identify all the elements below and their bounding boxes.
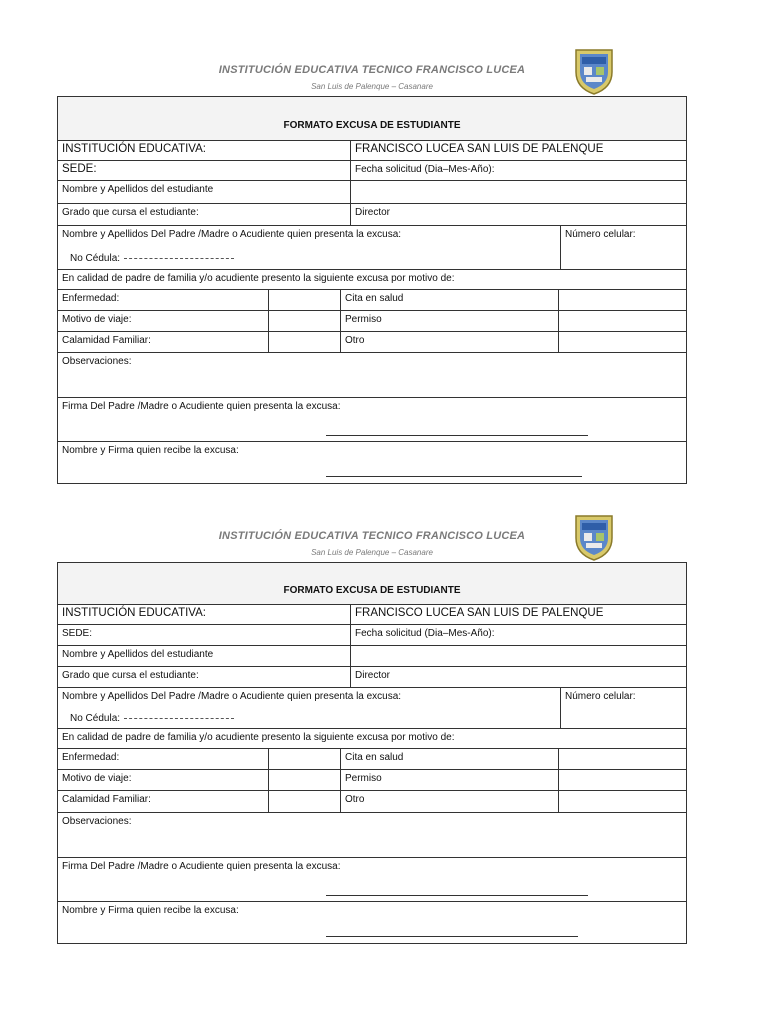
observaciones-field[interactable] bbox=[58, 353, 686, 397]
observaciones-field[interactable] bbox=[58, 813, 686, 857]
fecha-label: Fecha solicitud (Dia–Mes-Año): bbox=[350, 161, 686, 180]
firma-padre-label: Firma Del Padre /Madre o Acudiente quien presenta la excusa: bbox=[62, 861, 341, 872]
recibe-label: Nombre y Firma quien recibe la excusa: bbox=[62, 905, 239, 916]
fecha-label: Fecha solicitud (Dia–Mes-Año): bbox=[350, 625, 686, 645]
observaciones-label: Observaciones: bbox=[62, 816, 132, 827]
motivo-label: En calidad de padre de familia y/o acudiente presento la siguiente excusa por motivo de: bbox=[62, 273, 455, 284]
excuse-table bbox=[57, 562, 687, 944]
cita-label: Cita en salud bbox=[340, 749, 558, 769]
permiso-check[interactable] bbox=[558, 770, 686, 790]
padre-label: Nombre y Apellidos Del Padre /Madre o Acudiente quien presenta la excusa: bbox=[62, 691, 402, 702]
celular-label: Número celular: bbox=[560, 226, 686, 269]
institucion-value: FRANCISCO LUCEA SAN LUIS DE PALENQUE bbox=[350, 141, 686, 160]
institucion-label: INSTITUCIÓN EDUCATIVA: bbox=[62, 607, 206, 619]
cita-check[interactable] bbox=[558, 290, 686, 310]
school-crest-icon bbox=[572, 512, 616, 562]
cedula-blank[interactable] bbox=[124, 718, 234, 719]
school-crest-icon bbox=[572, 46, 616, 96]
calamidad-check[interactable] bbox=[268, 332, 340, 352]
padre-field[interactable] bbox=[58, 688, 560, 728]
observaciones-label: Observaciones: bbox=[62, 356, 132, 367]
cedula-blank[interactable] bbox=[124, 258, 234, 259]
institucion-value: FRANCISCO LUCEA SAN LUIS DE PALENQUE bbox=[350, 605, 686, 624]
cita-label: Cita en salud bbox=[340, 290, 558, 310]
viaje-label: Motivo de viaje: bbox=[62, 314, 132, 325]
form-title: FORMATO EXCUSA DE ESTUDIANTE bbox=[283, 584, 461, 596]
institution-title: INSTITUCIÓN EDUCATIVA TECNICO FRANCISCO LUCEA bbox=[218, 530, 526, 542]
nombre-estudiante-label: Nombre y Apellidos del estudiante bbox=[62, 649, 214, 660]
firma-padre-label: Firma Del Padre /Madre o Acudiente quien presenta la excusa: bbox=[62, 401, 341, 412]
permiso-label: Permiso bbox=[340, 770, 558, 790]
otro-label: Otro bbox=[340, 332, 558, 352]
enfermedad-check[interactable] bbox=[268, 290, 340, 310]
grado-label: Grado que cursa el estudiante: bbox=[62, 207, 199, 218]
institution-location: San Luis de Palenque – Casanare bbox=[311, 82, 433, 91]
motivo-label: En calidad de padre de familia y/o acudiente presento la siguiente excusa por motivo de: bbox=[62, 732, 455, 743]
firma-padre-line[interactable] bbox=[326, 435, 588, 436]
director-label: Director bbox=[350, 204, 686, 225]
padre-field[interactable] bbox=[58, 226, 560, 269]
recibe-line[interactable] bbox=[326, 476, 582, 477]
nombre-estudiante-field[interactable] bbox=[350, 646, 686, 666]
institution-title: INSTITUCIÓN EDUCATIVA TECNICO FRANCISCO LUCEA bbox=[218, 64, 526, 76]
cedula-label: No Cédula: bbox=[70, 253, 121, 264]
institution-location: San Luis de Palenque – Casanare bbox=[311, 548, 433, 557]
viaje-label: Motivo de viaje: bbox=[62, 773, 132, 784]
otro-check[interactable] bbox=[558, 332, 686, 352]
viaje-check[interactable] bbox=[268, 311, 340, 331]
institucion-label: INSTITUCIÓN EDUCATIVA: bbox=[62, 143, 206, 155]
form-header bbox=[57, 518, 687, 562]
grado-label: Grado que cursa el estudiante: bbox=[62, 670, 199, 681]
sede-label: SEDE: bbox=[62, 628, 93, 639]
recibe-label: Nombre y Firma quien recibe la excusa: bbox=[62, 445, 239, 456]
permiso-check[interactable] bbox=[558, 311, 686, 331]
calamidad-label: Calamidad Familiar: bbox=[62, 335, 151, 346]
permiso-label: Permiso bbox=[340, 311, 558, 331]
form-title: FORMATO EXCUSA DE ESTUDIANTE bbox=[283, 119, 461, 131]
nombre-estudiante-label: Nombre y Apellidos del estudiante bbox=[62, 184, 214, 195]
nombre-estudiante-field[interactable] bbox=[350, 181, 686, 203]
enfermedad-label: Enfermedad: bbox=[62, 752, 120, 763]
padre-label: Nombre y Apellidos Del Padre /Madre o Acudiente quien presenta la excusa: bbox=[62, 229, 402, 240]
excuse-table bbox=[57, 96, 687, 484]
cedula-label: No Cédula: bbox=[70, 713, 121, 724]
otro-label: Otro bbox=[340, 791, 558, 812]
firma-padre-line[interactable] bbox=[326, 895, 588, 896]
excuse-form-2 bbox=[57, 518, 687, 944]
excuse-form-1 bbox=[57, 52, 687, 484]
form-header bbox=[57, 52, 687, 96]
viaje-check[interactable] bbox=[268, 770, 340, 790]
otro-check[interactable] bbox=[558, 791, 686, 812]
director-label: Director bbox=[350, 667, 686, 687]
celular-label: Número celular: bbox=[560, 688, 686, 728]
calamidad-label: Calamidad Familiar: bbox=[62, 794, 151, 805]
recibe-line[interactable] bbox=[326, 936, 578, 937]
cita-check[interactable] bbox=[558, 749, 686, 769]
calamidad-check[interactable] bbox=[268, 791, 340, 812]
enfermedad-label: Enfermedad: bbox=[62, 293, 120, 304]
enfermedad-check[interactable] bbox=[268, 749, 340, 769]
sede-label: SEDE: bbox=[62, 163, 97, 175]
